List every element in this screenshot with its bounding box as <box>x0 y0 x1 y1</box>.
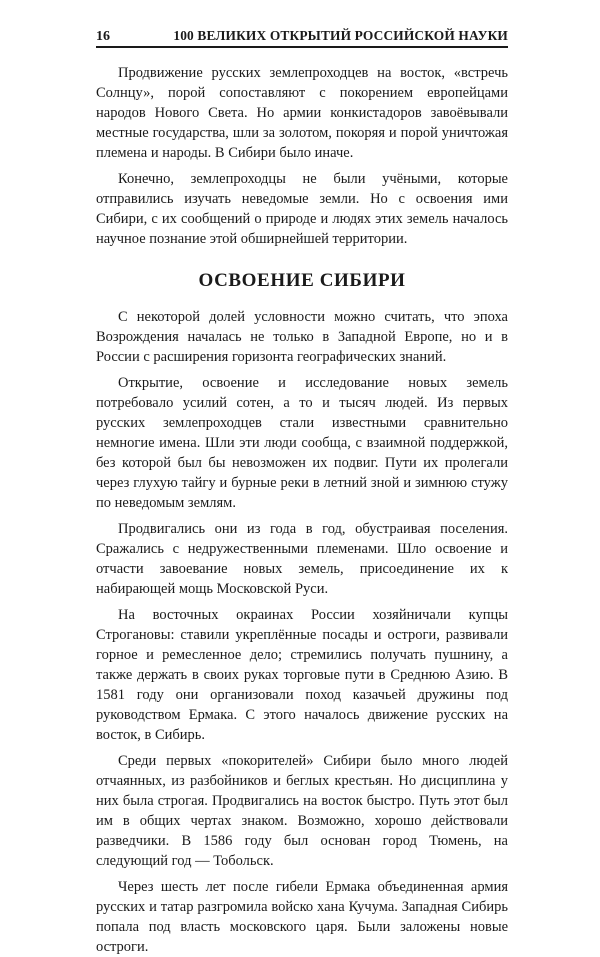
body-text <box>96 63 508 957</box>
running-header <box>96 26 508 46</box>
paragraph: Открытие, освоение и исследование новых земель потребовало усилий сотен, а то и тысяч людей. Из первых русских землепроходцев стали известными сравнительно немногие имена. Шли эти люди сообща, с взаимной поддержкой, без которой был бы невозможен их подвиг. Пути их пролегали через глухую тайгу и бурные реки в летний зной и зимнюю стужу по неведомым землям. <box>96 375 508 511</box>
paragraph: Продвигались они из года в год, обустраивая поселения. Сражались с недружественными племенами. Шло освоение и отчасти завоевание новых земель, присоединение их к набирающей мощь Московской Руси. <box>96 521 508 597</box>
paragraph: На восточных окраинах России хозяйничали купцы Строгановы: ставили укреплённые посады и остроги, развивали горное и ремесленное дело; стремились получать пушнину, а также держать в своих руках торговые пути в Среднюю Азию. В 1581 году они организовали поход казачьей дружины под руководством Ермака. С этого началось движение русских на восток, в Сибирь. <box>96 607 508 743</box>
running-title: 100 ВЕЛИКИХ ОТКРЫТИЙ РОССИЙСКОЙ НАУКИ <box>173 28 508 43</box>
paragraph: Среди первых «покорителей» Сибири было много людей отчаянных, из разбойников и беглых крестьян. Но дисциплина у них была строгая. Продвигались на восток быстро. Путь этот был им в общих чертах знаком. Возможно, хорошо действовали разведчики. В 1586 году был основан город Тюмень, на следующий год — Тобольск. <box>96 753 508 869</box>
paragraph: Конечно, землепроходцы не были учёными, которые отправились изучать неведомые земли. Но с освоения ими Сибири, с их сообщений о природе и людях этих земель началось научное познание этой обширнейшей территории. <box>96 171 508 247</box>
book-page <box>96 26 508 955</box>
section-title: ОСВОЕНИЕ СИБИРИ <box>198 270 406 291</box>
page-number: 16 <box>96 29 110 44</box>
paragraph: Через шесть лет после гибели Ермака объединенная армия русских и татар разгромила войско хана Кучума. Западная Сибирь попала под власть московского царя. Были заложены новые остроги. <box>96 879 508 955</box>
paragraph: Продвижение русских землепроходцев на восток, «встречь Солнцу», порой сопоставляют с покорением европейцами народов Нового Света. Но армии конкистадоров завоёвывали местные государства, шли за золотом, покоряя и порой уничтожая племена и народы. В Сибири было иначе. <box>96 65 508 161</box>
header-rule <box>96 46 508 48</box>
paragraph: С некоторой долей условности можно считать, что эпоха Возрождения началась не только в Западной Европе, но и в России с расширения горизонта географических знаний. <box>96 309 508 365</box>
